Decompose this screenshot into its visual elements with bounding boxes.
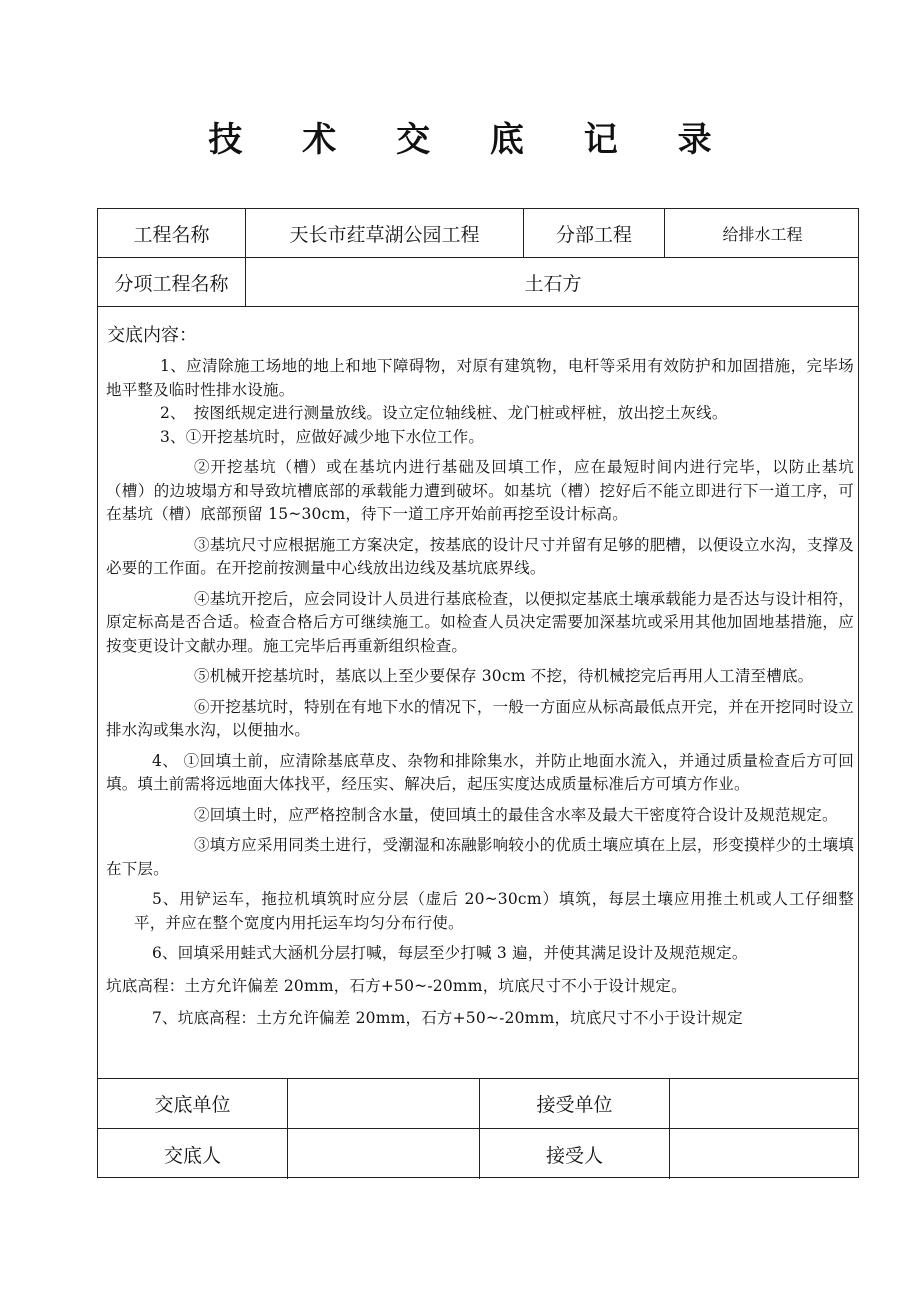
content-paragraph: 4、 ①回填土前，应清除基底草皮、杂物和排除集水，并防止地面水流入，并通过质量检查后方可回填。填土前需将远地面大体找平，经压实、解决后，起压实度达成质量标准后方可填方作业。: [106, 751, 854, 793]
giver-person-label: 交底人: [98, 1129, 288, 1179]
section-value: 给排水工程: [722, 224, 803, 244]
content-paragraph: 1、应清除施工场地的地上和地下障碍物，对原有建筑物，电杆等采用有效防护和加固措施，完毕场地平整及临时性排水设施。: [106, 357, 854, 399]
unit-row: [98, 1079, 858, 1129]
content-paragraph: 2、 按图纸规定进行测量放线。设立定位轴线桩、龙门桩或枰桩，放出挖土灰线。: [160, 404, 728, 422]
content-paragraph: ④基坑开挖后，应会同设计人员进行基底检查，以便拟定基底土壤承载能力是否达与设计相符，原定标高是否合适。检查合格后方可继续施工。如检查人员决定需要加深基坑或采用其他加固地基措施，应按变更设计文献办理。施工完毕后再重新组织检查。: [106, 589, 854, 655]
content-paragraph: ②回填土时，应严格控制含水量，使回填土的最佳含水率及最大干密度符合设计及规范规定。: [194, 805, 838, 824]
content-paragraph: 3、①开挖基坑时，应做好减少地下水位工作。: [160, 427, 485, 446]
content-paragraph: 坑底高程：土方允许偏差 20mm，石方+50~-20mm，坑底尺寸不小于设计规定。: [106, 976, 687, 995]
content-paragraph: 6、回填采用蛙式大涵机分层打喊，每层至少打喊 3 遍，并使其满足设计及规范规定。: [152, 944, 748, 962]
receiver-unit-label: 接受单位: [480, 1079, 670, 1128]
item-row: [98, 258, 858, 307]
receiver-person-field[interactable]: [670, 1129, 860, 1179]
project-name-label: 工程名称: [98, 209, 246, 257]
content-paragraph: ③基坑尺寸应根据施工方案决定，按基底的设计尺寸并留有足够的肥槽，以便设立水沟，支撑及必要的工作面。在开挖前按测量中心线放出边线及基坑底界线。: [106, 535, 854, 577]
giver-person-field[interactable]: [288, 1129, 480, 1179]
project-row: [98, 209, 858, 258]
document-title: 技 术 交 底 记 录: [208, 120, 736, 160]
item-name-value: 土石方: [524, 272, 582, 295]
content-paragraph: ③填方应采用同类土进行，受潮湿和冻融影响较小的优质土壤应填在上层，形变摸样少的土壤填在下层。: [106, 836, 854, 878]
content-paragraph: ⑥开挖基坑时，特别在有地下水的情况下，一般一方面应从标高最低点开完，并在开挖同时设立排水沟或集水沟，以便抽水。: [106, 697, 854, 739]
project-name-value: 天长市荭草湖公园工程: [246, 209, 524, 257]
section-label: 分部工程: [524, 209, 665, 257]
item-name-label: 分项工程名称: [98, 258, 246, 306]
person-row: [98, 1129, 858, 1179]
disclosure-content: [98, 307, 858, 1079]
content-paragraph: ②开挖基坑（槽）或在基坑内进行基础及回填工作，应在最短时间内进行完毕，以防止基坑（槽）的边坡塌方和导致坑槽底部的承载能力遭到破坏。如基坑（槽）挖好后不能立即进行下一道工序，可在基坑（槽）底部预留 15~30cm，待下一道工序开始前再挖至设计标高。: [106, 458, 854, 523]
content-label: 交底内容：: [107, 325, 197, 346]
content-paragraph: ⑤机械开挖基坑时，基底以上至少要保存 30cm 不挖，待机械挖完后再用人工清至槽底。: [194, 667, 814, 685]
content-paragraph: 5、用铲运车，拖拉机填筑时应分层（虚后 20~30cm）填筑，每层土壤应用推土机或人工仔细整平，并应在整个宽度内用托运车均匀分布行使。: [134, 890, 854, 932]
giver-unit-field[interactable]: [288, 1079, 480, 1128]
content-body: [106, 355, 854, 1031]
receiver-unit-field[interactable]: [670, 1079, 860, 1128]
record-table: [97, 208, 859, 1178]
giver-unit-label: 交底单位: [98, 1079, 288, 1128]
receiver-person-label: 接受人: [480, 1129, 670, 1179]
content-paragraph: 7、坑底高程：土方允许偏差 20mm，石方+50~-20mm，坑底尺寸不小于设计规定: [152, 1009, 743, 1027]
